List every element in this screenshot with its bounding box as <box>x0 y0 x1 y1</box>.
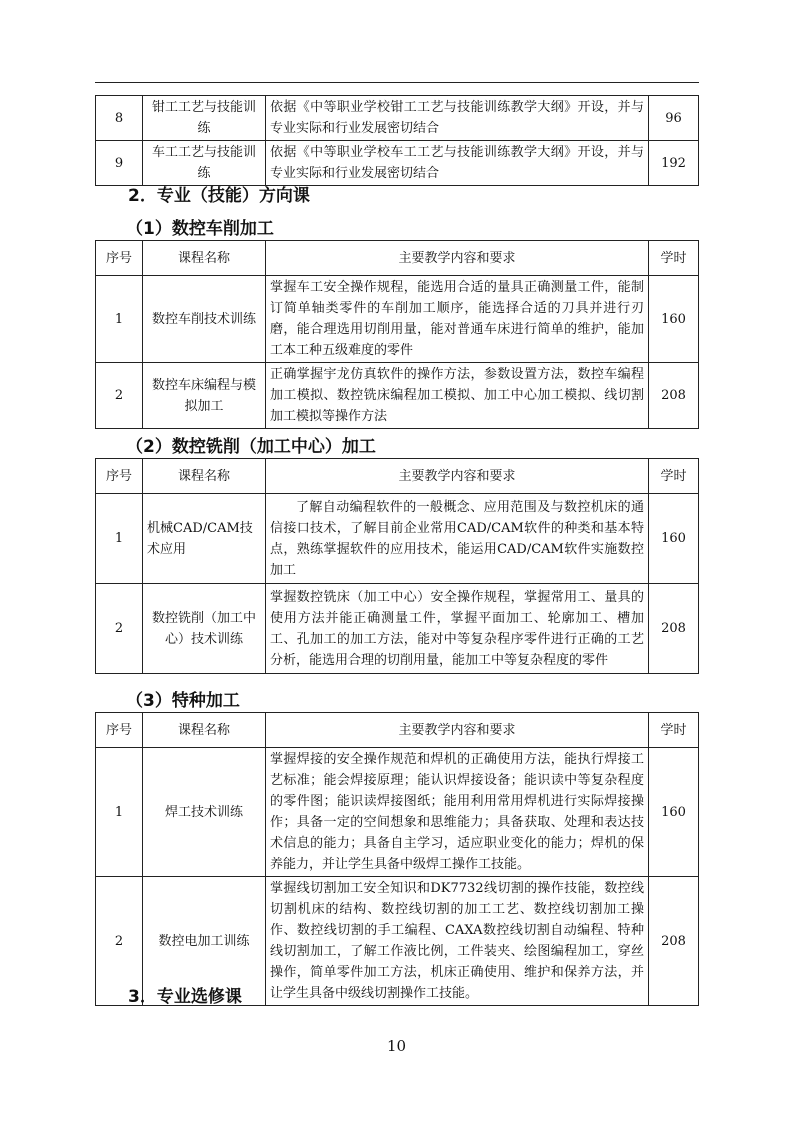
header-desc: 主要教学内容和要求 <box>266 241 649 276</box>
header-name: 课程名称 <box>143 241 266 276</box>
cell-no: 1 <box>96 494 143 584</box>
table-cnc-turning <box>95 240 699 429</box>
table-special-machining <box>95 712 699 1006</box>
section-3-heading: 3．专业选修课 <box>128 987 242 1007</box>
cell-name: 数控车削技术训练 <box>143 276 266 363</box>
header-hours: 学时 <box>649 459 699 494</box>
subsection-2-heading: （2）数控铣削（加工中心）加工 <box>126 437 376 457</box>
cell-desc: 依据《中等职业学校车工工艺与技能训练教学大纲》开设，并与专业实际和行业发展密切结合 <box>266 141 649 186</box>
table-row <box>96 494 699 584</box>
table-row <box>96 96 699 141</box>
cell-desc: 正确掌握宇龙仿真软件的操作方法，参数设置方法，数控车编程加工模拟、数控铣床编程加工模拟、加工中心加工模拟、线切割加工模拟等操作方法 <box>266 363 649 429</box>
table-row <box>96 363 699 429</box>
cell-hours: 160 <box>649 276 699 363</box>
table-top <box>95 95 699 186</box>
cell-hours: 96 <box>649 96 699 141</box>
table-row <box>96 748 699 877</box>
cell-desc: 掌握车工安全操作规程，能选用合适的量具正确测量工件，能制订简单轴类零件的车削加工顺序，能选择合适的刀具并进行刃磨，能合理选用切削用量，能对普通车床进行简单的维护，能加工本工种五级难度的零件 <box>266 276 649 363</box>
page-number: 10 <box>386 1037 407 1055</box>
cell-no: 9 <box>96 141 143 186</box>
table-row <box>96 141 699 186</box>
cell-no: 1 <box>96 276 143 363</box>
cell-name: 焊工技术训练 <box>143 748 266 877</box>
header-no: 序号 <box>96 459 143 494</box>
cell-no: 2 <box>96 363 143 429</box>
cell-name: 机械CAD/CAM技术应用 <box>143 494 266 584</box>
cell-name: 数控电加工训练 <box>143 877 266 1006</box>
cell-name: 数控铣削（加工中心）技术训练 <box>143 584 266 674</box>
subsection-3-heading: （3）特种加工 <box>126 691 240 711</box>
subsection-1-heading: （1）数控车削加工 <box>126 219 274 239</box>
cell-name: 车工工艺与技能训练 <box>143 141 266 186</box>
cell-desc: 了解自动编程软件的一般概念、应用范围及与数控机床的通信接口技术，了解目前企业常用CAD/CAM软件的种类和基本特点，熟练掌握软件的应用技术，能运用CAD/CAM软件实施数控加工 <box>266 494 649 584</box>
cell-desc: 掌握数控铣床（加工中心）安全操作规程，掌握常用工、量具的使用方法并能正确测量工件，掌握平面加工、轮廓加工、槽加工、孔加工的加工方法，能对中等复杂程序零件进行正确的工艺分析，能选用合理的切削用量，能加工中等复杂程度的零件 <box>266 584 649 674</box>
header-name: 课程名称 <box>143 713 266 748</box>
cell-hours: 160 <box>649 494 699 584</box>
header-no: 序号 <box>96 241 143 276</box>
header-rule <box>95 82 699 83</box>
header-desc: 主要教学内容和要求 <box>266 459 649 494</box>
cell-no: 2 <box>96 877 143 1006</box>
table-header-row <box>96 459 699 494</box>
cell-no: 2 <box>96 584 143 674</box>
cell-no: 1 <box>96 748 143 877</box>
header-hours: 学时 <box>649 241 699 276</box>
cell-desc: 掌握线切割加工安全知识和DK7732线切割的操作技能，数控线切割机床的结构、数控线切割的加工工艺、数控线切割加工操作、数控线切割的手工编程、CAXA数控线切割自动编程、特种线切割加工，了解工作液比例，工件装夹、绘图编程加工，穿丝操作，简单零件加工方法，机床正确使用、维护和保养方法，并让学生具备中级线切割操作工技能。 <box>266 877 649 1006</box>
cell-desc: 依据《中等职业学校钳工工艺与技能训练教学大纲》开设，并与专业实际和行业发展密切结合 <box>266 96 649 141</box>
cell-hours: 208 <box>649 584 699 674</box>
table-cnc-milling <box>95 458 699 674</box>
cell-name: 钳工工艺与技能训练 <box>143 96 266 141</box>
header-no: 序号 <box>96 713 143 748</box>
table-header-row <box>96 241 699 276</box>
header-desc: 主要教学内容和要求 <box>266 713 649 748</box>
cell-desc: 掌握焊接的安全操作规范和焊机的正确使用方法，能执行焊接工艺标准；能会焊接原理；能认识焊接设备；能识读中等复杂程度的零件图；能识读焊接图纸；能用利用常用焊机进行实际焊接操作；具备一定的空间想象和思维能力；具备获取、处理和表达技术信息的能力；具备自主学习，适应职业变化的能力；焊机的保养能力，并让学生具备中级焊工操作工技能。 <box>266 748 649 877</box>
table-row <box>96 276 699 363</box>
cell-hours: 208 <box>649 363 699 429</box>
cell-name: 数控车床编程与模拟加工 <box>143 363 266 429</box>
cell-hours: 192 <box>649 141 699 186</box>
header-name: 课程名称 <box>143 459 266 494</box>
cell-no: 8 <box>96 96 143 141</box>
cell-hours: 208 <box>649 877 699 1006</box>
header-hours: 学时 <box>649 713 699 748</box>
section-2-heading: 2．专业（技能）方向课 <box>128 186 310 206</box>
table-row <box>96 584 699 674</box>
cell-hours: 160 <box>649 748 699 877</box>
table-header-row <box>96 713 699 748</box>
